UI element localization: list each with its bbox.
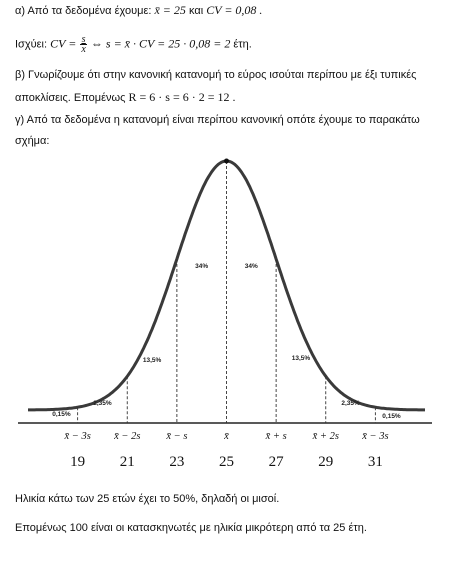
tick-value-label: 31: [367, 454, 383, 470]
part-c-line2: σχήμα:: [15, 135, 50, 147]
and-word: και: [188, 5, 204, 17]
tick-value-label: 21: [119, 454, 135, 470]
tick-value-label: 23: [169, 454, 185, 470]
part-a2-prefix: Ισχύει:: [15, 38, 48, 51]
region-percentage-label: 0,15%: [52, 411, 71, 418]
xbar-equation: x̄ = 25: [154, 3, 186, 17]
tick-symbol-label: x̄ + s: [265, 431, 287, 442]
tick-symbol-label: x̄ + 2s: [312, 431, 339, 442]
range-equation: R = 6 · s = 6 · 2 = 12 .: [128, 90, 236, 104]
tick-value-label: 27: [268, 454, 284, 470]
region-percentage-label: 2,35%: [341, 400, 360, 407]
conclusion-line1: Ηλικία κάτω των 25 ετών έχει το 50%, δηλαδή οι μισοί.: [15, 493, 280, 505]
region-percentage-label: 13,5%: [142, 357, 162, 364]
region-percentage-label: 34%: [195, 263, 209, 270]
part-b-line1: β) Γνωρίζουμε ότι στην κανονική κατανομή το εύρος ισούται περίπου με έξι τυπικές: [15, 69, 417, 81]
tick-symbol-label: x̄ − 3s: [64, 431, 91, 442]
part-a-line: [15, 3, 262, 18]
part-c-line1: γ) Από τα δεδομένα η κατανομή είναι περίπου κανονική οπότε έχουμε το παρακάτω: [15, 114, 420, 126]
conclusion-line2: Επομένως 100 είναι οι κατασκηνωτές με ηλικία μικρότερη από τα 25 έτη.: [15, 522, 367, 534]
part-b-text: αποκλίσεις. Επομένως: [15, 92, 126, 104]
cv-label: CV =: [50, 36, 77, 51]
tick-symbol-label: x̄: [224, 431, 229, 442]
region-percentage-label: 13,5%: [291, 355, 311, 362]
part-b-line2: [15, 90, 235, 105]
fraction-denominator: x: [81, 44, 86, 55]
fraction-numerator: s: [81, 34, 86, 45]
cv-equation: CV = 0,08 .: [206, 3, 263, 17]
region-percentage-label: 34%: [244, 263, 258, 270]
unit-years: έτη.: [233, 38, 252, 51]
s-derivation: ⇔ s = x̄ · CV = 25 · 0,08 = 2: [90, 36, 231, 51]
part-a-prefix: α) Από τα δεδομένα έχουμε:: [15, 5, 152, 17]
part-a2-line: [15, 35, 252, 54]
tick-value-label: 29: [318, 454, 334, 470]
peak-point: [224, 159, 229, 164]
tick-symbol-label: x̄ − s: [166, 431, 188, 442]
region-percentage-label: 0,15%: [382, 413, 401, 420]
normal-distribution-chart: [0, 150, 457, 475]
s-over-xbar-fraction: [80, 35, 86, 54]
tick-symbol-label: x̄ − 3s: [362, 431, 389, 442]
tick-value-label: 19: [70, 454, 86, 470]
tick-value-label: 25: [219, 454, 234, 470]
tick-symbol-label: x̄ − 2s: [114, 431, 141, 442]
region-percentage-label: 2,35%: [93, 400, 112, 407]
